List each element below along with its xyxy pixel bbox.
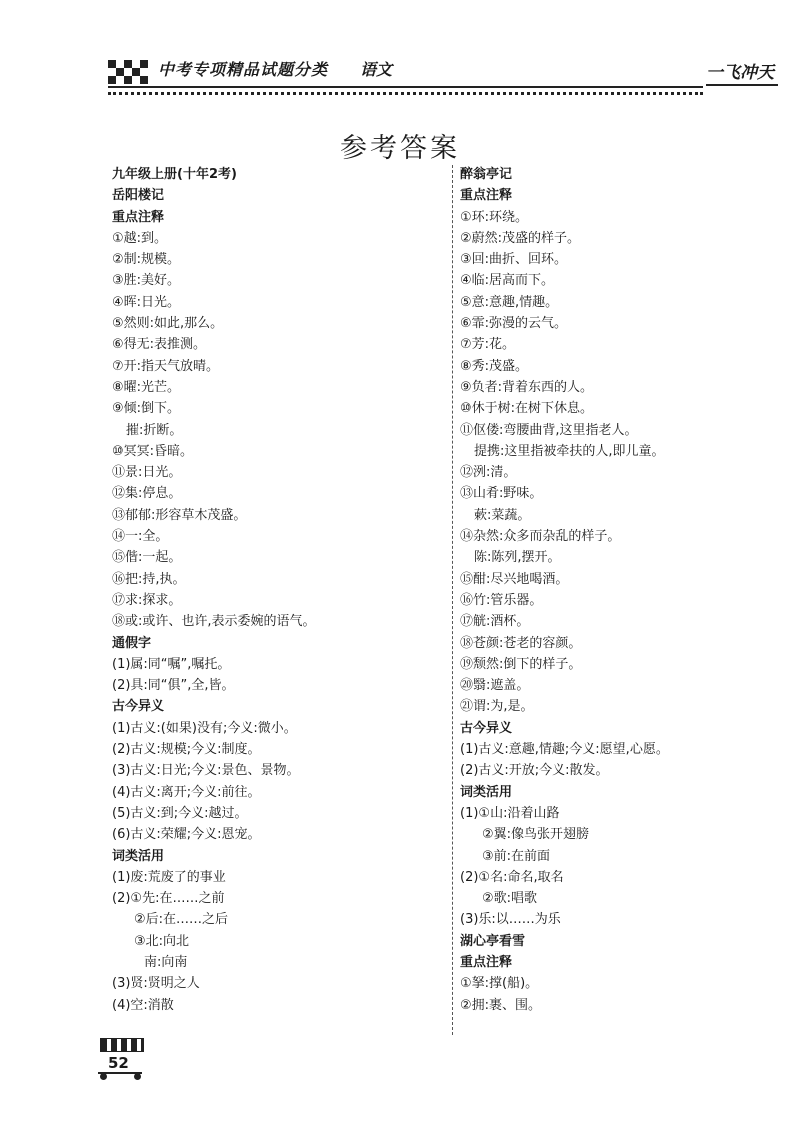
answer-line: (4)古义:离开;今义:前往。 — [112, 784, 261, 800]
section-heading: 古今异义 — [112, 699, 165, 715]
answer-line: ①环:环绕。 — [460, 209, 529, 225]
answer-line: ㉑谓:为,是。 — [460, 699, 534, 715]
answer-line: ①拏:撑(船)。 — [460, 976, 539, 992]
answer-line: (2)具:同“俱”,全,皆。 — [112, 678, 235, 694]
subject-label: 语文 — [360, 60, 393, 79]
answer-line: ⑧秀:茂盛。 — [460, 358, 529, 374]
answer-line: ⑧曜:光芒。 — [112, 379, 181, 395]
answer-line: ①越:到。 — [112, 230, 168, 246]
section-heading: 古今异义 — [460, 720, 513, 736]
answer-line: ⑱或:或许、也许,表示委婉的语气。 — [112, 614, 316, 630]
page-title: 参考答案 — [340, 133, 460, 164]
answer-line: ③北:向北 — [134, 933, 190, 949]
answer-line: ⑪伛偻:弯腰曲背,这里指老人。 — [460, 422, 638, 438]
wheel-icon — [134, 1073, 141, 1080]
answer-line: ④晖:日光。 — [112, 294, 181, 310]
brand-underline — [706, 84, 778, 86]
section-heading: 词类活用 — [460, 784, 513, 800]
answer-line: (6)古义:荣耀;今义:恩宠。 — [112, 827, 261, 843]
answer-line: ⑩冥冥:昏暗。 — [112, 443, 194, 459]
answer-line: ⑤意:意趣,情趣。 — [460, 294, 559, 310]
section-heading: 重点注释 — [112, 209, 165, 225]
column-divider — [452, 165, 453, 1035]
answer-line: (5)古义:到;今义:越过。 — [112, 805, 248, 821]
answer-line: ②后:在……之后 — [134, 912, 229, 928]
answer-line: ③前:在前面 — [482, 848, 551, 864]
answer-line: (3)乐:以……为乐 — [460, 912, 561, 928]
answer-line: ⑦芳:花。 — [460, 337, 516, 353]
header-dotted-rule — [108, 92, 703, 95]
section-heading: 词类活用 — [112, 848, 165, 864]
answer-line: ⑦开:指天气放晴。 — [112, 358, 220, 374]
answer-line: ⑭杂然:众多而杂乱的样子。 — [460, 529, 621, 545]
answer-line: ④临:居高而下。 — [460, 273, 555, 289]
section-heading: 通假字 — [112, 635, 152, 651]
page-header — [0, 0, 800, 110]
page-number: 52 — [108, 1054, 129, 1072]
answer-line: ⑲颓然:倒下的样子。 — [460, 656, 582, 672]
answer-line: (1)废:荒废了的事业 — [112, 869, 226, 885]
answer-line: (2)①名:命名,取名 — [460, 869, 564, 885]
answer-line: (1)属:同“嘱”,嘱托。 — [112, 656, 231, 672]
answer-line: ⑯竹:管乐器。 — [460, 592, 543, 608]
brand-logo: 一飞冲天 — [706, 63, 774, 83]
answer-line: ⑪景:日光。 — [112, 465, 182, 481]
answer-line: (3)贤:贤明之人 — [112, 976, 200, 992]
answer-line: (1)古义:(如果)没有;今义:微小。 — [112, 720, 297, 736]
answer-line: ②歌:唱歌 — [482, 891, 538, 907]
answer-line: (2)古义:开放;今义:散发。 — [460, 763, 609, 779]
right-column — [460, 164, 780, 1016]
answer-line: 提携:这里指被牵扶的人,即儿童。 — [474, 443, 665, 459]
answer-line: ⑨负者:背着东西的人。 — [460, 379, 594, 395]
answer-line: ②制:规模。 — [112, 252, 181, 268]
section-heading: 九年级上册(十年2考) — [112, 167, 237, 182]
answer-line: 摧:折断。 — [126, 422, 183, 438]
answer-line: ②拥:裹、围。 — [460, 997, 542, 1013]
answer-line: ⑬山肴:野味。 — [460, 486, 543, 502]
section-heading: 岳阳楼记 — [112, 188, 165, 204]
answer-line: ⑨倾:倒下。 — [112, 401, 181, 417]
answer-line: ⑬郁郁:形容草木茂盛。 — [112, 507, 247, 523]
answer-line: ③回:曲折、回环。 — [460, 252, 568, 268]
page-number-badge — [94, 1038, 146, 1080]
series-title: 中考专项精品试题分类 — [158, 60, 329, 79]
answer-line: ⑥霏:弥漫的云气。 — [460, 316, 568, 332]
answer-line: ⑫洌:清。 — [460, 465, 517, 481]
answer-line: ②翼:像鸟张开翅膀 — [482, 827, 590, 843]
answer-line: ②蔚然:茂盛的样子。 — [460, 230, 581, 246]
answer-line: ⑱苍颜:苍老的容颜。 — [460, 635, 582, 651]
answer-line: ⑰求:探求。 — [112, 592, 182, 608]
answer-line: ⑫集:停息。 — [112, 486, 182, 502]
section-heading: 醉翁亭记 — [460, 167, 513, 182]
answer-line: (3)古义:日光;今义:景色、景物。 — [112, 763, 300, 779]
answer-line: ⑤然则:如此,那么。 — [112, 316, 224, 332]
answer-line: (2)古义:规模;今义:制度。 — [112, 742, 261, 758]
answer-line: ③胜:美好。 — [112, 273, 181, 289]
answer-line: (1)古义:意趣,情趣;今义:愿望,心愿。 — [460, 742, 669, 758]
section-heading: 重点注释 — [460, 954, 513, 970]
answer-line: ⑭一:全。 — [112, 529, 169, 545]
left-column — [112, 164, 442, 1016]
answer-line: (1)①山:沿着山路 — [460, 805, 560, 821]
answer-line: (4)空:消散 — [112, 997, 174, 1013]
answer-line: ⑳翳:遮盖。 — [460, 678, 530, 694]
wheel-icon — [100, 1073, 107, 1080]
header-rule — [108, 86, 703, 88]
answer-line: 南:向南 — [144, 954, 188, 970]
section-heading: 重点注释 — [460, 188, 513, 204]
answer-line: (2)①先:在……之前 — [112, 891, 225, 907]
answer-line: ⑯把:持,执。 — [112, 571, 186, 587]
checkered-flag-icon — [100, 1038, 144, 1052]
checker-logo-icon — [108, 60, 148, 84]
answer-line: ⑮偕:一起。 — [112, 550, 182, 566]
answer-line: 蔌:菜蔬。 — [474, 507, 531, 523]
section-heading: 湖心亭看雪 — [460, 933, 526, 949]
answer-line: ⑰觥:酒杯。 — [460, 614, 530, 630]
answer-line: ⑥得无:表推测。 — [112, 337, 207, 353]
answer-line: 陈:陈列,摆开。 — [474, 550, 561, 566]
answer-line: ⑩休于树:在树下休息。 — [460, 401, 594, 417]
answer-line: ⑮酣:尽兴地喝酒。 — [460, 571, 569, 587]
